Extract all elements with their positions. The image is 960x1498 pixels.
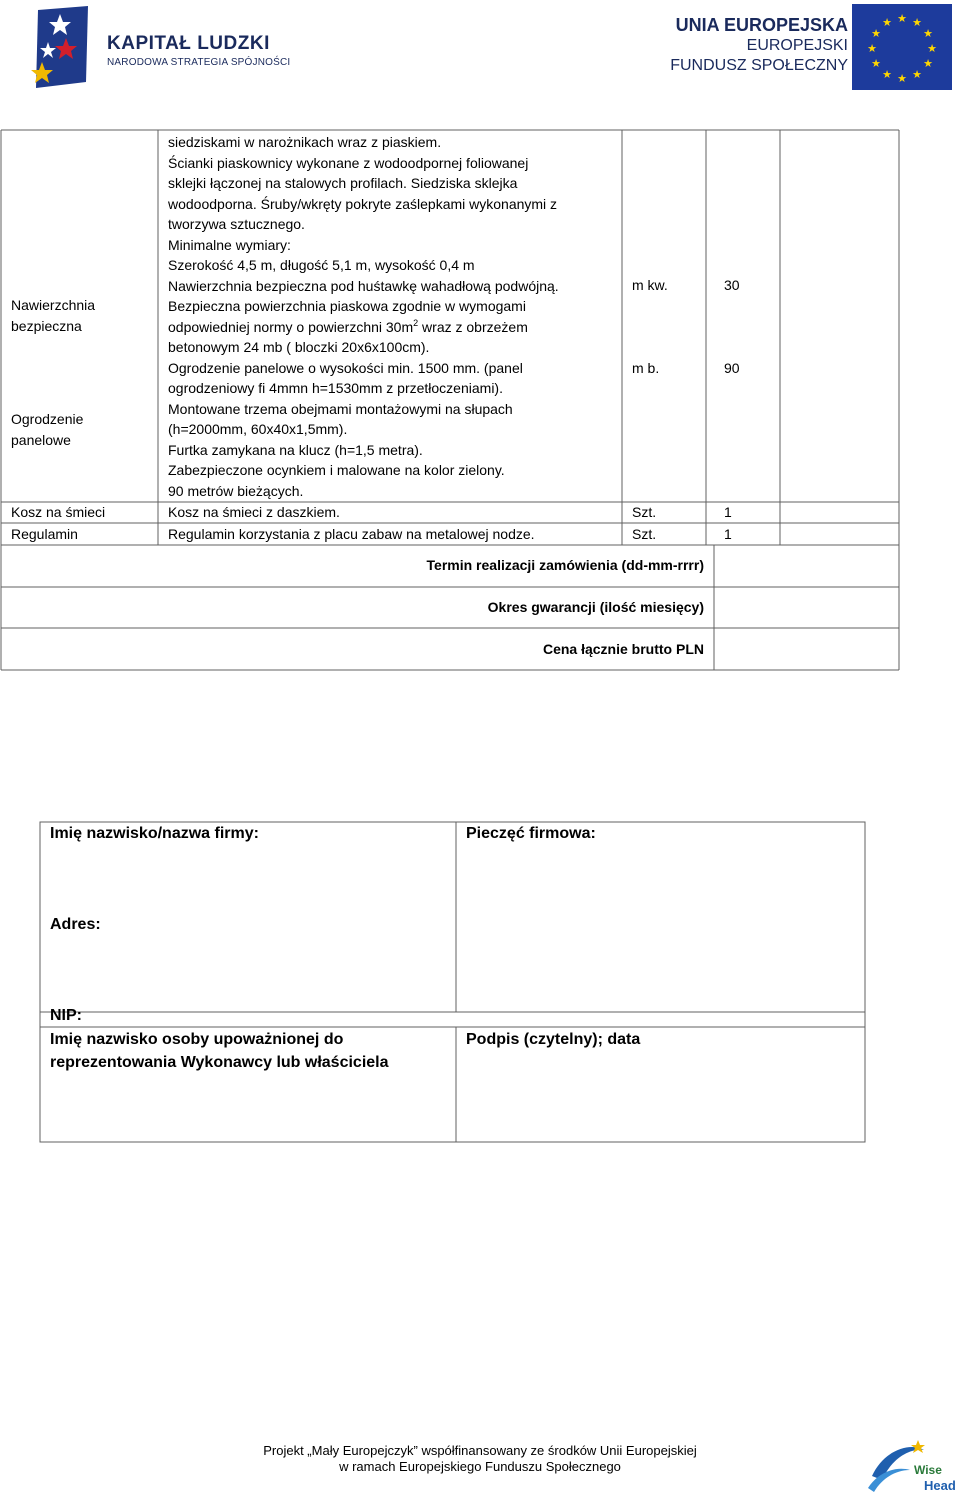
address-label: Adres: <box>50 916 101 933</box>
footer-line-2: w ramach Europejskiego Funduszu Społecznego <box>339 1459 621 1474</box>
unit-cell: Szt. <box>632 504 657 520</box>
item-name-nawierzchnia <box>11 295 95 336</box>
superscript-2: 2 <box>413 317 419 328</box>
desc-line: (h=2000mm, 60x40x1,5mm). <box>168 421 348 437</box>
item-name-kosz: Kosz na śmieci <box>11 504 106 520</box>
desc-line: Szerokość 4,5 m, długość 5,1 m, wysokość 0,4 m <box>168 257 475 273</box>
svg-text:★: ★ <box>897 12 907 25</box>
completion-date-field[interactable] <box>715 546 898 586</box>
svg-text:★: ★ <box>912 16 922 29</box>
item-name-ogrodzenie <box>11 409 83 450</box>
desc-line <box>168 317 559 338</box>
contractor-form-grid <box>0 800 960 1160</box>
signature-label: Podpis (czytelny); data <box>466 1031 641 1048</box>
kapital-ludzki-title: KAPITAŁ LUDZKI <box>107 33 270 54</box>
desc-line: 90 metrów bieżących. <box>168 482 304 499</box>
desc-line: Nawierzchnia bezpieczna pod huśtawkę wahadłową podwójną. <box>168 277 559 294</box>
unit-cell: Szt. <box>632 526 657 542</box>
desc-line: Minimalne wymiary: <box>168 236 291 253</box>
item-description-block <box>168 132 559 501</box>
company-stamp-label: Pieczęć firmowa: <box>466 825 596 842</box>
svg-text:★: ★ <box>923 27 933 40</box>
warranty-field[interactable] <box>715 588 898 627</box>
total-price-field[interactable] <box>715 629 898 669</box>
desc-line: betonowym 24 mb ( bloczki 20x6x100cm). <box>168 339 430 355</box>
desc-line: Bezpieczna powierzchnia piaskowa zgodnie w wymogami <box>168 298 526 314</box>
footer-project-text <box>0 1443 960 1475</box>
desc-line: siedziskami w narożnikach wraz z piaskiem. <box>168 134 442 150</box>
wise-text: Wise <box>914 1463 942 1477</box>
desc-line: Furtka zamykana na klucz (h=1,5 metra). <box>168 441 423 458</box>
eu-title: UNIA EUROPEJSKA <box>675 15 848 35</box>
company-name-label: Imię nazwisko/nazwa firmy: <box>50 825 259 842</box>
qty-cell: 1 <box>724 504 732 520</box>
summary-total-price-label: Cena łącznie brutto PLN <box>542 641 704 657</box>
item-name-line: Ogrodzenie <box>11 411 84 427</box>
unit-cell: m kw. <box>632 277 668 293</box>
item-name-line: Nawierzchnia <box>11 297 96 313</box>
svg-text:★: ★ <box>871 57 881 70</box>
qty-cell: 30 <box>724 277 740 293</box>
representative-label <box>50 1028 389 1074</box>
desc-line: Ścianki piaskownicy wykonane z wodoodpornej foliowanej <box>168 154 529 171</box>
svg-text:★: ★ <box>882 68 892 81</box>
desc-line: ogrodzeniowy fi 4mmn h=1530mm z przetłoczeniami). <box>168 380 503 396</box>
desc-line: Zabezpieczone ocynkiem i malowane na kolor zielony. <box>168 462 505 478</box>
item-name-line: bezpieczna <box>11 317 82 334</box>
qty-cell: 1 <box>724 526 732 542</box>
svg-text:★: ★ <box>867 42 877 55</box>
eu-fund-line1: EUROPEJSKI <box>746 37 848 54</box>
item-name-line: panelowe <box>11 431 71 448</box>
footer-line-1: Projekt „Mały Europejczyk” współfinansowany ze środków Unii Europejskiej <box>263 1443 697 1458</box>
representative-label-line: Imię nazwisko osoby upoważnionej do <box>50 1031 344 1048</box>
representative-label-line: reprezentowania Wykonawcy lub właściciela <box>50 1054 389 1071</box>
summary-completion-date-label: Termin realizacji zamówienia (dd-mm-rrrr) <box>426 557 704 573</box>
nip-label: NIP: <box>50 1007 82 1024</box>
desc-line: Ogrodzenie panelowe o wysokości min. 1500 mm. (panel <box>168 359 523 376</box>
qty-cell: 90 <box>724 360 740 376</box>
head-text: Head <box>924 1478 956 1493</box>
eu-fund-line2: FUNDUSZ SPOŁECZNY <box>670 57 848 74</box>
wise-head-logo-icon <box>866 1436 956 1494</box>
summary-warranty-label: Okres gwarancji (ilość miesięcy) <box>487 599 704 615</box>
desc-line: tworzywa sztucznego. <box>168 216 305 232</box>
kapital-ludzki-subtitle: NARODOWA STRATEGIA SPÓJNOŚCI <box>107 57 291 68</box>
desc-text: odpowiedniej normy o powierzchni 30m <box>168 318 414 335</box>
item-desc-kosz: Kosz na śmieci z daszkiem. <box>168 504 340 520</box>
item-name-regulamin: Regulamin <box>11 526 78 542</box>
desc-line: sklejki łączonej na stalowych profilach. Siedziska sklejka <box>168 175 518 191</box>
svg-text:★: ★ <box>882 16 892 29</box>
svg-text:★: ★ <box>897 72 907 85</box>
svg-text:★: ★ <box>923 57 933 70</box>
svg-text:★: ★ <box>927 42 937 55</box>
desc-line: wodoodporna. Śruby/wkręty pokryte zaślepkami wykonanymi z <box>168 195 558 212</box>
unit-cell: m b. <box>632 360 660 376</box>
svg-text:★: ★ <box>871 27 881 40</box>
item-desc-regulamin: Regulamin korzystania z placu zabaw na metalowej nodze. <box>168 526 535 542</box>
desc-text: wraz z obrzeżem <box>418 318 528 335</box>
desc-line: Montowane trzema obejmami montażowymi na słupach <box>168 400 513 417</box>
svg-text:★: ★ <box>912 68 922 81</box>
